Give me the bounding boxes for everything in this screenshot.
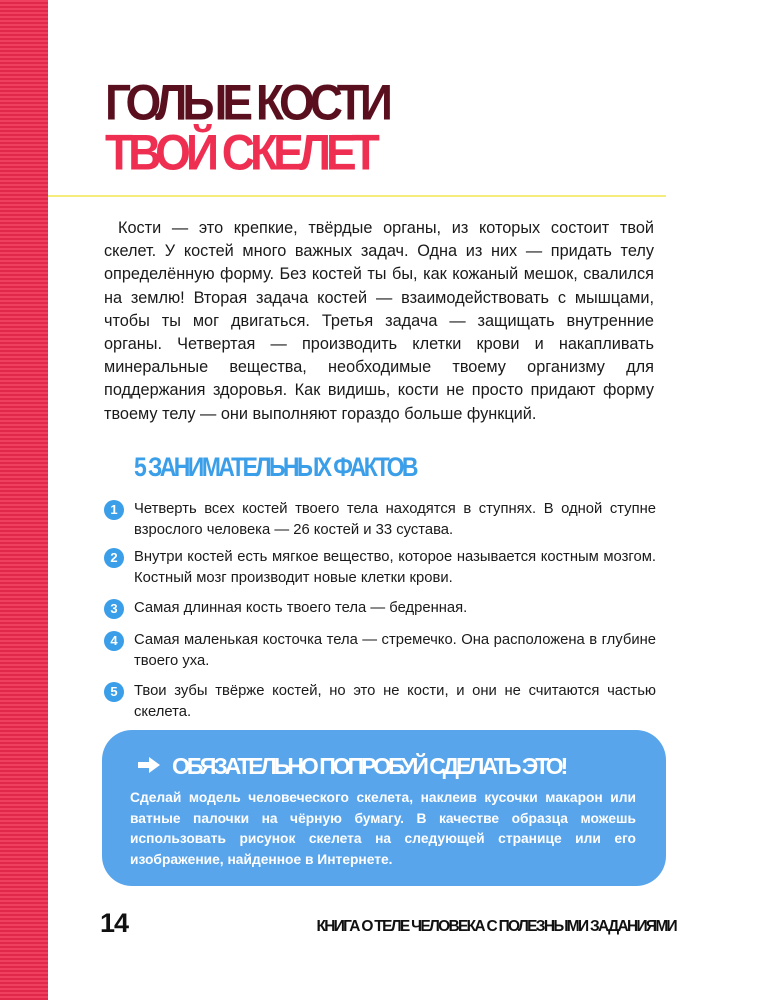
number-badge-icon: 2 [104,548,124,568]
page-title-line2: ТВОЙ СКЕЛЕТ [105,124,375,181]
callout-body: Сделай модель человеческого скелета, наклеив кусочки макарон или ватные палочки на чёрную бумагу. В качестве образца можешь использовать рисунок скелета на следующей странице или его изображение, найденное в Интернете. [130,790,636,867]
fact-text: Внутри костей есть мягкое вещество, которое называется костным мозгом. Костный мозг производит новые клетки крови. [134,549,656,586]
fact-text: Твои зубы твёрже костей, но это не кости, и они не считаются частью скелета. [134,683,656,720]
book-title: КНИГА О ТЕЛЕ ЧЕЛОВЕКА С ПОЛЕЗНЫМИ ЗАДАНИЯМИ [316,918,676,935]
callout-heading: ОБЯЗАТЕЛЬНО ПОПРОБУЙ СДЕЛАТЬ ЭТО! [172,753,566,779]
page-number: 14 [100,908,129,938]
fact-text: Четверть всех костей твоего тела находятся в ступнях. В одной ступне взрослого человека — 26 костей и 33 сустава. [134,501,656,538]
number-badge-icon: 5 [104,682,124,702]
activity-callout [102,730,666,886]
facts-heading: 5 ЗАНИМАТЕЛЬНЫХ ФАКТОВ [134,452,416,482]
arrow-right-icon [138,757,160,773]
number-badge-icon: 3 [104,599,124,619]
decorative-side-stripe [0,0,48,1000]
fact-text: Самая длинная кость твоего тела — бедренная. [134,600,468,616]
page-title-line1: ГОЛЫЕ КОСТИ [105,74,388,131]
fact-text: Самая маленькая косточка тела — стремечко. Она расположена в глубине твоего уха. [134,632,656,669]
number-badge-icon: 4 [104,631,124,651]
number-badge-icon: 1 [104,500,124,520]
divider [48,195,666,197]
intro-paragraph: Кости — это крепкие, твёрдые органы, из которых состоит твой скелет. У костей много важных задач. Одна из них — придать телу определённую форму. Без костей ты бы, как кожаный мешок, свалился на землю! Вторая задача костей — взаимодействовать с мышцами, чтобы ты мог двигаться. Третья задача — защищать внутренние органы. Четвертая — производить клетки крови и накапливать минеральные вещества, необходимые твоему организму для поддержания здоровья. Как видишь, кости не просто придают форму твоему телу — они выполняют гораздо больше функций. [104,219,654,423]
